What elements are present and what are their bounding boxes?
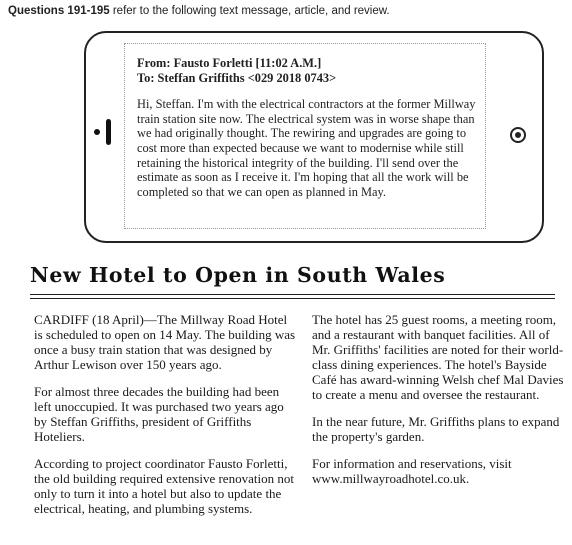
message-body: Hi, Steffan. I'm with the electrical contractors at the former Millway train station site now. The electrical system was in worse shape than we had originally thought. The rewiring and upgrades are going to cost more than expected because we want to modernise while still retaining the historical integrity of the building. I'll send over the estimate as soon as I receive it. I'm hoping that all the work will be completed so that we can open as planned in May. [137, 97, 476, 199]
headline-rule-bottom [30, 298, 555, 299]
questions-header [8, 5, 568, 17]
questions-range: Questions 191-195 [8, 5, 110, 17]
phone-illustration [84, 31, 544, 243]
article-paragraph: For almost three decades the building had been left unoccupied. It was purchased two years ago by Steffan Griffiths, president of Griffiths Hoteliers. [34, 384, 284, 444]
article-paragraph: The hotel has 25 guest rooms, a meeting room, and a restaurant with banquet facilities. All of Mr. Griffiths' facilities are noted for their world-class dining experiences. The hotel's Bayside Café has award-winning Welsh chef Mal Davies to create a menu and oversee the restaurant. [312, 312, 564, 402]
phone-camera-icon [94, 129, 100, 135]
article-paragraph: CARDIFF (18 April)—The Millway Road Hotel is scheduled to open on 14 May. The building was once a busy train station that was designed by Arthur Lewison over 150 years ago. [34, 312, 296, 372]
phone-home-button-icon [510, 127, 526, 143]
questions-instruction: refer to the following text message, article, and review. [112, 5, 390, 17]
phone-speaker-icon [106, 119, 111, 145]
article-right-column [312, 312, 564, 498]
message-to: To: Steffan Griffiths <029 2018 0743> [137, 70, 337, 85]
text-message-screen [124, 43, 486, 229]
article-paragraph: According to project coordinator Fausto Forletti, the old building required extensive renovation not only to turn it into a hotel but also to update the electrical, heating, and plumbing systems. [34, 456, 294, 516]
article-left-column [34, 312, 296, 528]
headline-rule-top [30, 294, 555, 295]
article-paragraph: For information and reservations, visit www.millwayroadhotel.co.uk. [312, 456, 512, 486]
message-from: From: Fausto Forletti [11:02 A.M.] [137, 56, 322, 70]
article-headline: New Hotel to Open in South Wales [30, 263, 446, 287]
article-paragraph: In the near future, Mr. Griffiths plans to expand the property's garden. [312, 414, 560, 444]
